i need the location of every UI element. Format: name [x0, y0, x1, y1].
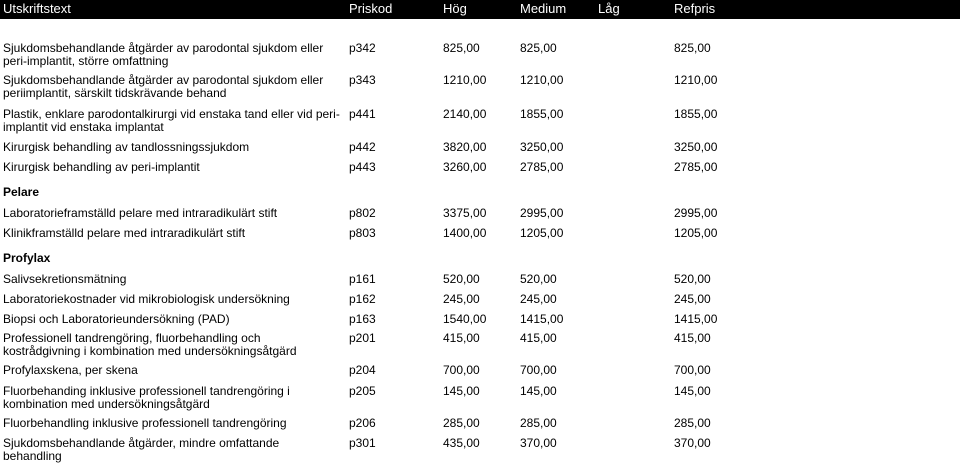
row-medium: 1210,00: [520, 73, 564, 87]
header-description: Utskriftstext: [3, 1, 71, 16]
row-code: p342: [349, 41, 376, 55]
header-code: Priskod: [349, 1, 393, 16]
row-code: p162: [349, 292, 376, 306]
row-reference: 700,00: [674, 363, 711, 377]
header-high: Hög: [443, 1, 467, 16]
row-reference: 415,00: [674, 331, 711, 345]
row-medium: 1415,00: [520, 312, 564, 326]
row-code: p802: [349, 206, 376, 220]
row-code: p443: [349, 160, 376, 174]
row-reference: 1415,00: [674, 312, 718, 326]
row-medium: 370,00: [520, 436, 557, 450]
row-code: p201: [349, 331, 376, 345]
row-reference: 1855,00: [674, 107, 718, 121]
row-reference: 370,00: [674, 436, 711, 450]
row-medium: 245,00: [520, 292, 557, 306]
row-description: Profylaxskena, per skena: [3, 363, 138, 377]
row-description: Sjukdomsbehandlande åtgärder av parodontal sjukdom eller peri-implantit, större omfattning: [3, 41, 324, 68]
row-reference: 2785,00: [674, 160, 718, 174]
row-code: p441: [349, 107, 376, 121]
row-code: p343: [349, 73, 376, 87]
row-medium: 145,00: [520, 384, 557, 398]
row-reference: 1205,00: [674, 226, 718, 240]
row-description: Fluorbehandling inklusive professionell tandrengöring: [3, 416, 287, 430]
row-high: 3820,00: [443, 140, 487, 154]
row-description: Kirurgisk behandling av tandlossningssjukdom: [3, 140, 250, 154]
row-description: Laboratorieframställd pelare med intraradikulärt stift: [3, 206, 278, 220]
row-medium: 415,00: [520, 331, 557, 345]
row-description: Sjukdomsbehandlande åtgärder, mindre omfattande behandling: [3, 436, 280, 463]
row-high: 520,00: [443, 272, 480, 286]
row-code: p204: [349, 363, 376, 377]
header-low: Låg: [598, 1, 620, 16]
row-high: 415,00: [443, 331, 480, 345]
row-reference: 145,00: [674, 384, 711, 398]
row-medium: 1205,00: [520, 226, 564, 240]
row-code: p206: [349, 416, 376, 430]
row-medium: 3250,00: [520, 140, 564, 154]
row-reference: 2995,00: [674, 206, 718, 220]
table-header: [0, 0, 960, 19]
row-high: 1210,00: [443, 73, 487, 87]
row-high: 3375,00: [443, 206, 487, 220]
row-medium: 2785,00: [520, 160, 564, 174]
row-code: p301: [349, 436, 376, 450]
row-medium: 700,00: [520, 363, 557, 377]
row-medium: 1855,00: [520, 107, 564, 121]
row-medium: 520,00: [520, 272, 557, 286]
row-code: p163: [349, 312, 376, 326]
row-high: 825,00: [443, 41, 480, 55]
row-reference: 3250,00: [674, 140, 718, 154]
section-heading-profylax: Profylax: [3, 251, 51, 265]
row-reference: 285,00: [674, 416, 711, 430]
row-high: 2140,00: [443, 107, 487, 121]
row-medium: 285,00: [520, 416, 557, 430]
row-description: Professionell tandrengöring, fluorbehandling och kostrådgivning i kombination med undersökningsåtgärd: [3, 331, 297, 358]
row-code: p803: [349, 226, 376, 240]
row-description: Plastik, enklare parodontalkirurgi vid enstaka tand eller vid peri-implantit vid enstaka implantat: [3, 107, 340, 134]
row-high: 285,00: [443, 416, 480, 430]
row-medium: 2995,00: [520, 206, 564, 220]
row-high: 3260,00: [443, 160, 487, 174]
row-high: 700,00: [443, 363, 480, 377]
row-description: Sjukdomsbehandlande åtgärder av parodontal sjukdom eller periimplantit, särskilt tidskrävande behand: [3, 73, 324, 100]
header-medium: Medium: [520, 1, 567, 16]
row-description: Kirurgisk behandling av peri-implantit: [3, 160, 200, 174]
section-heading-pelare: Pelare: [3, 185, 40, 199]
row-description: Fluorbehanding inklusive professionell tandrengöring i kombination med undersökningsåtgärd: [3, 384, 290, 411]
row-medium: 825,00: [520, 41, 557, 55]
row-high: 1400,00: [443, 226, 487, 240]
row-description: Salivsekretionsmätning: [3, 272, 127, 286]
row-code: p442: [349, 140, 376, 154]
row-high: 1540,00: [443, 312, 487, 326]
row-high: 245,00: [443, 292, 480, 306]
row-description: Klinikframställd pelare med intraradikulärt stift: [3, 226, 246, 240]
header-reference: Refpris: [674, 1, 716, 16]
row-code: p205: [349, 384, 376, 398]
row-reference: 245,00: [674, 292, 711, 306]
row-reference: 520,00: [674, 272, 711, 286]
row-code: p161: [349, 272, 376, 286]
row-description: Biopsi och Laboratorieundersökning (PAD): [3, 312, 230, 326]
row-reference: 825,00: [674, 41, 711, 55]
row-description: Laboratoriekostnader vid mikrobiologisk undersökning: [3, 292, 290, 306]
row-reference: 1210,00: [674, 73, 718, 87]
row-high: 145,00: [443, 384, 480, 398]
row-high: 435,00: [443, 436, 480, 450]
